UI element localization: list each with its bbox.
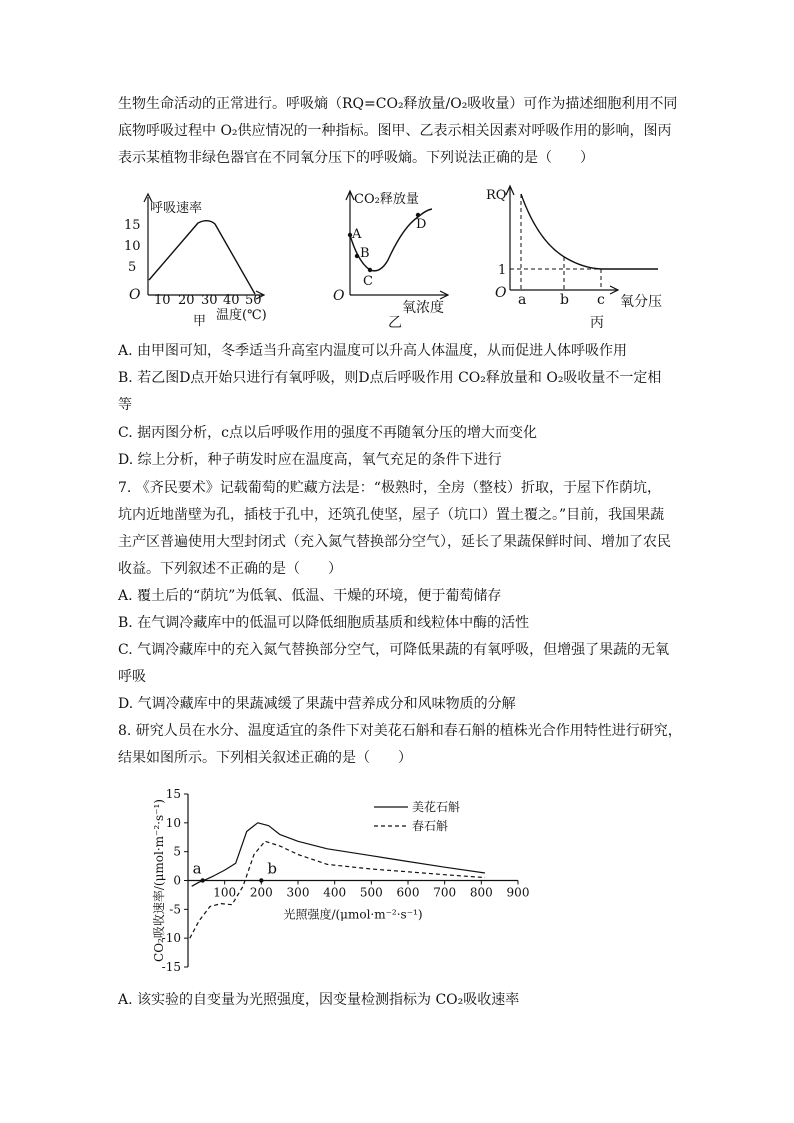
q8-stem-1: 8. 研究人员在水分、温度适宜的条件下对美花石斛和春石斛的植株光合作用特性进行研究，: [118, 723, 682, 739]
chart-ytick-label: -5: [169, 902, 181, 917]
legend-label-meihua: 美花石斛: [412, 800, 461, 814]
yi-origin: O: [333, 288, 345, 304]
bing-xtick-a: a: [518, 292, 527, 308]
yi-xlabel: 氧浓度: [402, 300, 444, 316]
jia-curve: [149, 221, 255, 294]
bing-xlabel: 氧分压: [620, 294, 662, 310]
jia-xtick-20: 20: [178, 293, 195, 308]
intro-line-1: 生物生命活动的正常进行。呼吸熵（RQ=CO₂释放量/O₂吸收量）可作为描述细胞利用不同: [118, 96, 678, 112]
yi-caption: 乙: [388, 315, 402, 331]
bing-origin: O: [495, 285, 507, 301]
intro-line-3: 表示某植物非绿色器官在不同氧分压下的呼吸熵。下列说法正确的是（ ）: [118, 150, 594, 166]
chart-ytick-label: -15: [161, 960, 181, 974]
q8-chart: [118, 782, 538, 982]
bing-xtick-c: c: [597, 292, 605, 308]
q7-option-a: A. 覆土后的“荫坑”为低氧、低温、干燥的环境，便于葡萄储存: [118, 588, 502, 604]
chart-xtick-label: 800: [469, 885, 493, 900]
jia-origin: O: [129, 287, 141, 303]
chart-point-b: [259, 878, 263, 882]
bing-ylabel: RQ: [486, 188, 507, 203]
q7-stem-3: 主产区普遍使用大型封闭式（充入氮气替换部分空气），延长了果蔬保鲜时间、增加了农民: [118, 534, 671, 550]
figure-yi: [333, 191, 448, 331]
bing-xtick-b: b: [560, 292, 569, 308]
q6-option-d: D. 综上分析，种子萌发时应在温度高，氧气充足的条件下进行: [118, 452, 502, 468]
chart-xtick-label: 400: [323, 885, 347, 900]
yi-point-b: [355, 254, 359, 258]
jia-xlabel: 温度(℃): [216, 308, 267, 323]
chart-ytick-label: 5: [173, 844, 181, 859]
q6-option-a: A. 由甲图可知，冬季适当升高室内温度可以升高人体温度，从而促进人体呼吸作用: [118, 343, 628, 359]
jia-xtick-50: 50: [245, 293, 262, 308]
q7-option-c: C. 气调冷藏库中的充入氮气替换部分空气，可降低果蔬的有氧呼吸，但增强了果蔬的无氧: [118, 642, 670, 658]
figure-jia: [124, 194, 267, 329]
yi-label-d: D: [416, 217, 427, 232]
bing-ytick-1: 1: [498, 263, 507, 278]
chart-xtick-label: 300: [286, 885, 310, 900]
q7-option-c-cont: 呼吸: [118, 669, 146, 685]
figure-group-jia-yi-bing: [118, 182, 678, 332]
yi-point-c: [368, 268, 372, 272]
q7-stem-1: 7. 《齐民要术》记载葡萄的贮藏方法是：“极熟时，全房（整枝）折取，于屋下作荫坑，: [118, 480, 661, 496]
chart-xtick-label: 500: [359, 885, 383, 900]
q7-option-b: B. 在气调冷藏库中的低温可以降低细胞质基质和线粒体中酶的活性: [118, 615, 530, 631]
intro-line-2: 底物呼吸过程中 O₂供应情况的一种指标。图甲、乙表示相关因素对呼吸作用的影响，图丙: [118, 123, 672, 139]
chart-annotation-a: a: [192, 859, 202, 878]
jia-ytick-10: 10: [124, 239, 141, 254]
chart-xtick-label: 600: [396, 885, 420, 900]
q7-option-d: D. 气调冷藏库中的果蔬减缓了果蔬中营养成分和风味物质的分解: [118, 696, 516, 712]
jia-ylabel: 呼吸速率: [150, 201, 203, 216]
chart-axes: [162, 787, 530, 974]
q6-option-b: B. 若乙图D点开始只进行有氧呼吸，则D点后呼吸作用 CO₂释放量和 O₂吸收量不一定相: [118, 370, 662, 386]
q8-option-a: A. 该实验的自变量为光照强度，因变量检测指标为 CO₂吸收速率: [118, 992, 520, 1008]
chart-ytick-label: 10: [165, 815, 181, 830]
q6-option-c: C. 据丙图分析，c点以后呼吸作用的强度不再随氧分压的增大而变化: [118, 425, 537, 441]
chart-ylabel: CO₂吸收速率/(μmol·m⁻²·s⁻¹): [152, 799, 166, 962]
bing-caption: 丙: [590, 315, 604, 331]
q7-stem-4: 收益。下列叙述不正确的是（ ）: [118, 561, 342, 577]
chart-xtick-label: 100: [213, 885, 237, 900]
figure-bing: [486, 186, 662, 331]
jia-ytick-15: 15: [124, 218, 141, 233]
jia-xtick-10: 10: [154, 293, 171, 308]
yi-label-a: A: [352, 227, 362, 242]
jia-caption: 甲: [193, 314, 207, 329]
chart-ytick-label: 0: [173, 873, 181, 888]
bing-curve: [521, 194, 658, 269]
jia-xtick-30: 30: [201, 293, 218, 308]
yi-ylabel: CO₂释放量: [354, 192, 419, 207]
chart-annotation-b: b: [267, 859, 277, 878]
chart-xlabel: 光照强度/(μmol·m⁻²·s⁻¹): [283, 907, 423, 922]
q7-stem-2: 坑内近地凿壁为孔，插枝于孔中，还筑孔使坚，屋子（坑口）置土覆之。”目前，我国果蔬: [118, 507, 665, 523]
chart-ytick-label: 15: [165, 787, 181, 801]
jia-xtick-40: 40: [223, 293, 240, 308]
yi-label-c: C: [363, 274, 373, 289]
chart-ytick-label: -10: [161, 931, 181, 946]
chart-xtick-label: 900: [506, 885, 530, 900]
q8-stem-2: 结果如图所示。下列相关叙述正确的是（ ）: [118, 750, 412, 766]
chart-point-a: [200, 878, 204, 882]
jia-ytick-5: 5: [128, 260, 137, 275]
q6-option-b-cont: 等: [118, 397, 132, 413]
chart-xtick-label: 200: [249, 885, 273, 900]
chart-xtick-label: 700: [433, 885, 457, 900]
legend-label-chun: 春石斛: [412, 819, 449, 833]
yi-label-b: B: [360, 246, 370, 261]
